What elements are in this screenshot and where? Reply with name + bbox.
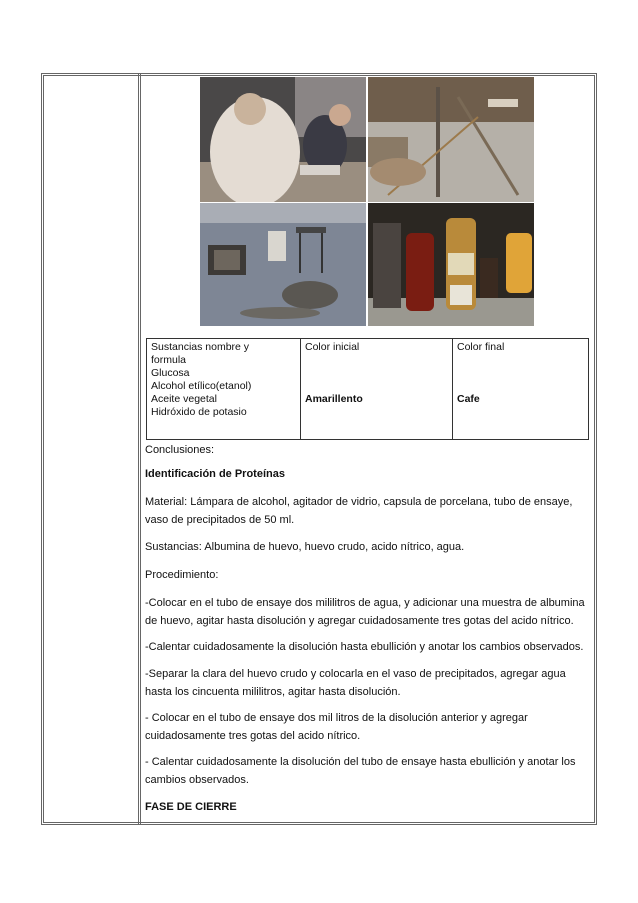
substances-table — [146, 338, 589, 440]
final-color-cell — [453, 339, 589, 440]
initial-color-header: Color inicial — [305, 341, 360, 353]
column-divider — [138, 73, 141, 825]
bottles-photo — [368, 203, 534, 326]
final-color-value: Cafe — [457, 393, 480, 405]
table-line: Hidróxido de potasio — [151, 406, 247, 418]
section-heading: Identificación de Proteínas — [145, 468, 285, 480]
closing-phase-heading: FASE DE CIERRE — [145, 801, 237, 813]
table-line: Alcohol etílico(etanol) — [151, 380, 252, 392]
substances-cell — [147, 339, 301, 440]
table-line: Glucosa — [151, 367, 190, 379]
initial-color-cell — [301, 339, 453, 440]
burner-and-cloth-photo — [200, 203, 366, 326]
distillation-apparatus-photo — [368, 77, 534, 202]
procedure-step-1: -Colocar en el tubo de ensaye dos mililitros de agua, y adicionar una muestra de albumina de huevo, agitar hasta disolución y agregar cuidadosamente tres gotas del acido nítrico. — [145, 597, 585, 627]
substances-paragraph: Sustancias: Albumina de huevo, huevo crudo, acido nítrico, agua. — [145, 541, 465, 553]
procedure-step-4: - Colocar en el tubo de ensaye dos mil litros de la disolución anterior y agregar cuidadosamente tres gotas del acido nítrico. — [145, 712, 528, 742]
final-color-header: Color final — [457, 341, 505, 353]
table-line: Aceite vegetal — [151, 393, 217, 405]
teacher-students-photo — [200, 77, 366, 202]
procedure-step-5: - Calentar cuidadosamente la disolución del tubo de ensaye hasta ebullición y anotar los cambios observados. — [145, 756, 576, 786]
table-line: Sustancias nombre y — [151, 341, 250, 353]
procedure-step-2: -Calentar cuidadosamente la disolución hasta ebullición y anotar los cambios observados. — [145, 641, 584, 653]
table-line: formula — [151, 354, 187, 366]
initial-color-value: Amarillento — [305, 393, 363, 405]
conclusions-label: Conclusiones: — [145, 444, 215, 456]
material-paragraph: Material: Lámpara de alcohol, agitador de vidrio, capsula de porcelana, tubo de ensaye, vaso de precipitados de 50 ml. — [145, 496, 573, 526]
procedure-step-3: -Separar la clara del huevo crudo y colocarla en el vaso de precipitados, agregar agua hasta los cincuenta mililitros, agitar hasta disolución. — [145, 668, 566, 698]
procedure-label: Procedimiento: — [145, 569, 219, 581]
